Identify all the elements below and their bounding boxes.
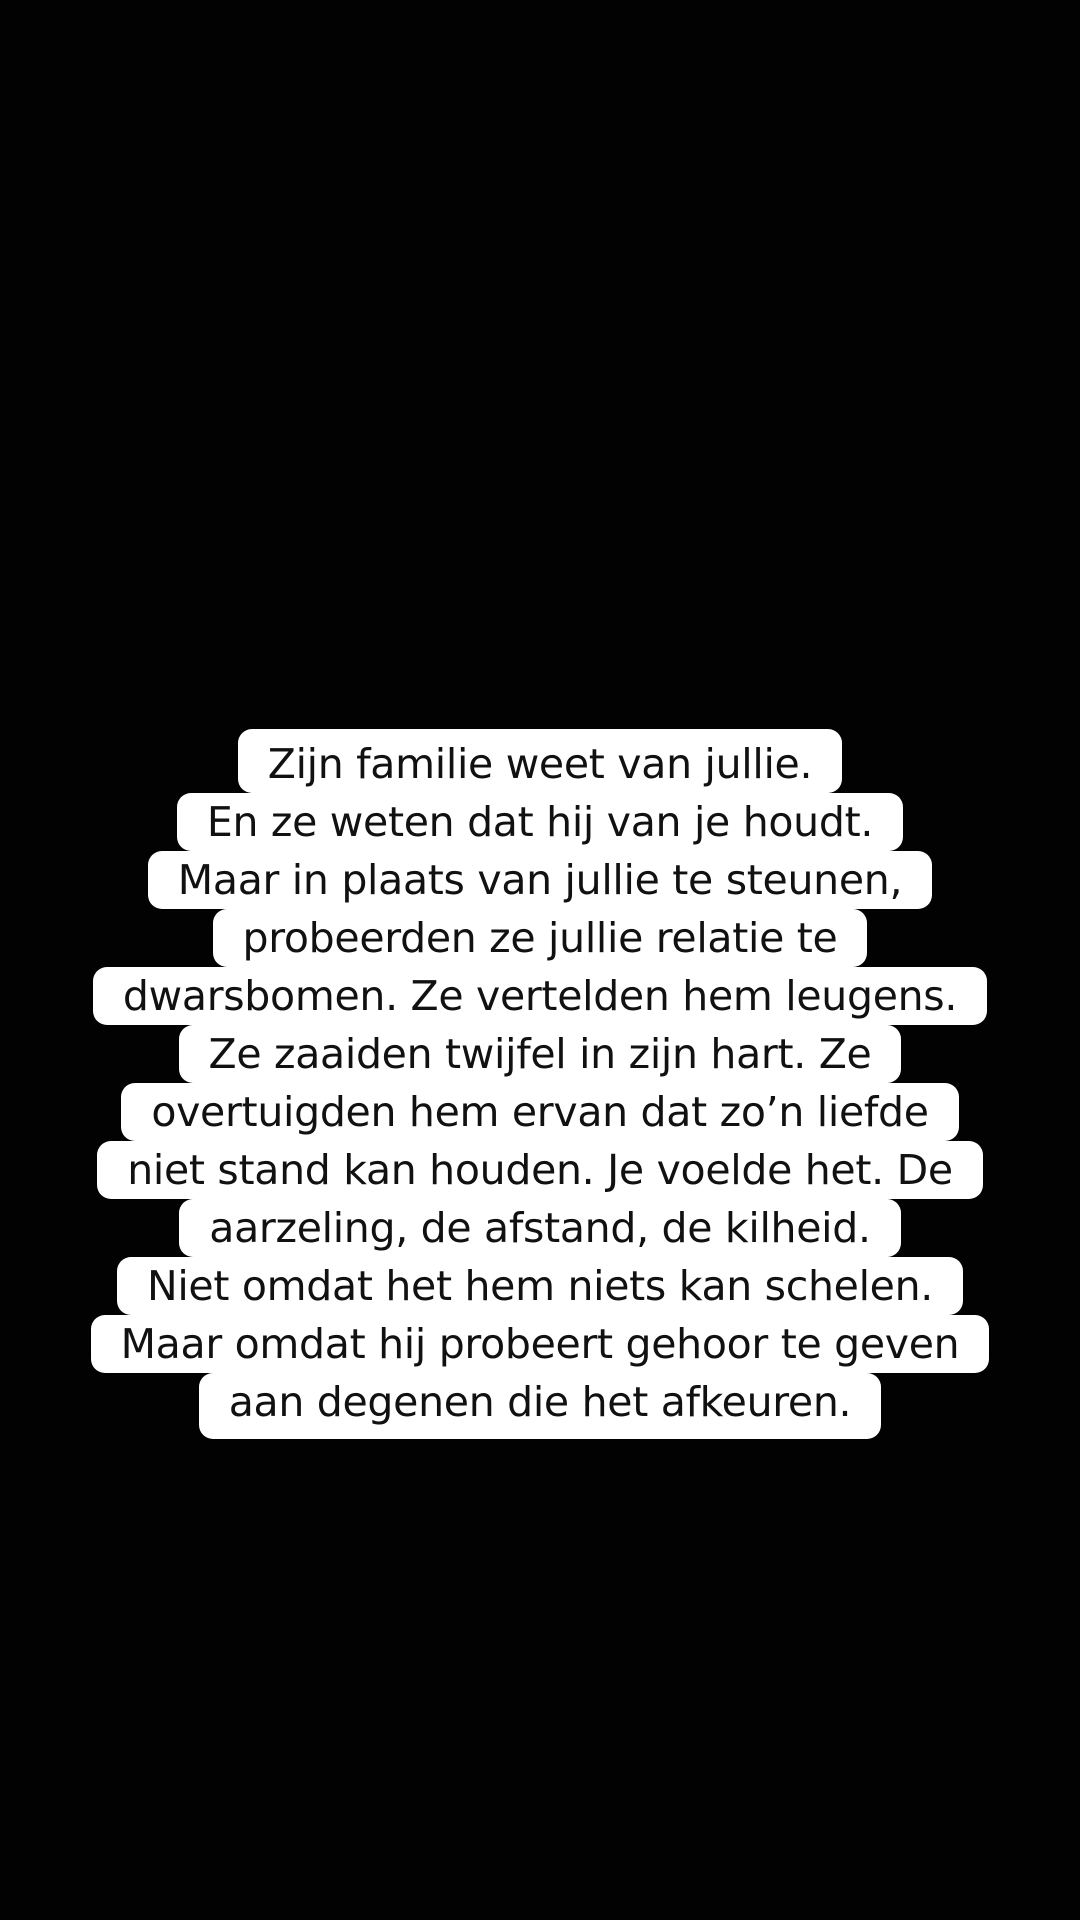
caption-line: overtuigden hem ervan dat zo’n liefde	[121, 1083, 958, 1141]
caption-line: aan degenen die het afkeuren.	[199, 1373, 882, 1439]
caption-line: Maar omdat hij probeert gehoor te geven	[91, 1315, 990, 1373]
caption-line: aarzeling, de afstand, de kilheid.	[179, 1199, 900, 1257]
caption-line: Ze zaaiden twijfel in zijn hart. Ze	[179, 1025, 902, 1083]
caption-line: Maar in plaats van jullie te steunen,	[148, 851, 932, 909]
caption-line: niet stand kan houden. Je voelde het. De	[97, 1141, 983, 1199]
text-caption	[0, 729, 1080, 1439]
caption-line: Zijn familie weet van jullie.	[238, 729, 842, 793]
caption-line: En ze weten dat hij van je houdt.	[177, 793, 903, 851]
caption-line: probeerden ze jullie relatie te	[213, 909, 868, 967]
caption-line: dwarsbomen. Ze vertelden hem leugens.	[93, 967, 987, 1025]
caption-line: Niet omdat het hem niets kan schelen.	[117, 1257, 963, 1315]
